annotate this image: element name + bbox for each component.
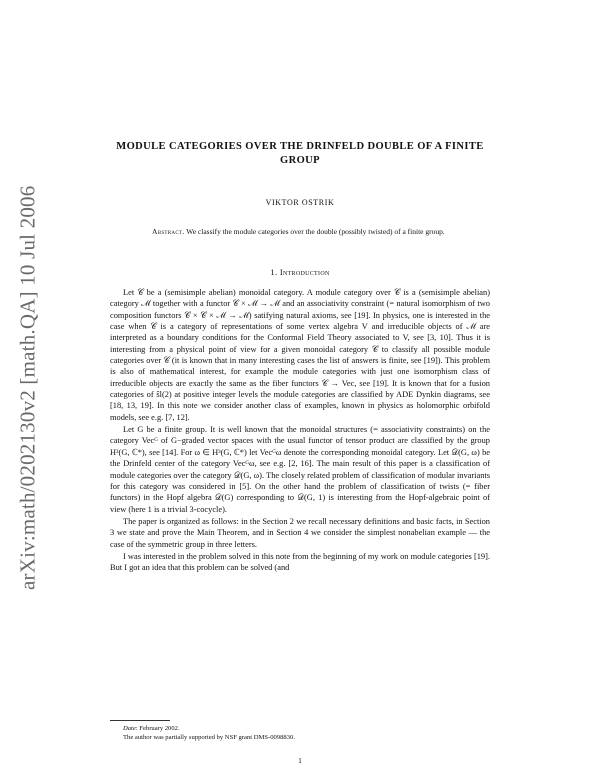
abstract-text: We classify the module categories over the double (possibly twisted) of a finite group. — [186, 227, 445, 236]
abstract-label: Abstract. — [152, 227, 185, 236]
footnote-support: The author was partially supported by NSF grant DMS-0098830. — [123, 734, 295, 741]
paper-title: MODULE CATEGORIES OVER THE DRINFELD DOUBLE OF A FINITE GROUP — [116, 141, 484, 166]
abstract — [152, 227, 448, 237]
arxiv-identifier-stamp: arXiv:math/0202130v2 [math.QA] 10 Jul 2006 — [15, 185, 40, 591]
footnote-date-label: Date — [123, 725, 136, 732]
footnote-rule — [110, 720, 170, 721]
section-title: Introduction — [279, 267, 330, 277]
footnote-date — [110, 724, 490, 733]
paragraph: Let G be a finite group. It is well known that the monoidal structures (= associativity constraints) on the category Vecᴳ of G−graded vector spaces with the usual functor of tensor product are classified by the group H³(G, ℂ*), see [14]. For ω ∈ H³(G, ℂ*) let Vecᴳω denote the corresponding monoidal category. Let 𝒟(G, ω) be the Drinfeld center of the category Vecᴳω, see e.g. [2, 16]. The main result of this paper is a classification of module categories over the category 𝒟(G, ω). The closely related problem of classification of modular invariants for this category was considered in [5]. On the other hand the problem of classification of twists (= fiber functors) in the Hopf algebra 𝒟(G) corresponding to 𝒟(G, 1) is interesting from the Hopf-algebraic point of view (here 1 is a trivial 3-cocycle). — [110, 425, 490, 514]
paper-page — [110, 140, 490, 575]
author-name: VIKTOR OSTRIK — [265, 198, 335, 207]
paragraph: The paper is organized as follows: in the Section 2 we recall necessary definitions and basic facts, in Section 3 we state and prove the Main Theorem, and in Section 4 we consider the simplest nonabelian example — the case of the symmetric group in three letters. — [110, 516, 490, 549]
paragraph: Let 𝒞 be a (semisimple abelian) monoidal category. A module category over 𝒞 is a (semisimple abelian) category ℳ together with a functor 𝒞 × ℳ → ℳ and an associativity constraint (= natural isomorphism of two composition functors 𝒞 × 𝒞 × ℳ → ℳ) satifying natural axioms, see [19]. In physics, one is interested in the case when 𝒞 is a category of representations of some vertex algebra V and irreducible objects of ℳ are interpreted as a boundary conditions for the Conformal Field Theory associated to V, see [3, 10]. Thus it is interesting from a physical point of view for a given monoidal category 𝒞 to classify all possible module categories over 𝒞 (it is known that in many interesting cases the list of answers is finite, see [19]). This problem is also of mathematical interest, for example the module categories with just one isomorphism class of irreducible objects are exactly the same as the fiber functors 𝒞 → Vec, see [19]. It is known that for a fusion categories of ŝl(2) at positive integer levels the module categories are classified by ADE Dynkin diagrams, see [18, 13, 19]. In this note we consider another class of examples, known in physics as holomorphic orbifold models, see e.g. [7, 12]. — [110, 288, 490, 422]
page-number: 1 — [298, 756, 302, 765]
paragraph: I was interested in the problem solved in this note from the beginning of my work on module categories [19]. But I got an idea that this problem can be solved (and — [110, 551, 490, 573]
footnotes — [110, 720, 490, 742]
section-heading — [110, 267, 490, 277]
body-text — [110, 287, 490, 574]
footnote-date-value: : February 2002. — [135, 725, 180, 732]
section-number: 1. — [270, 267, 278, 277]
